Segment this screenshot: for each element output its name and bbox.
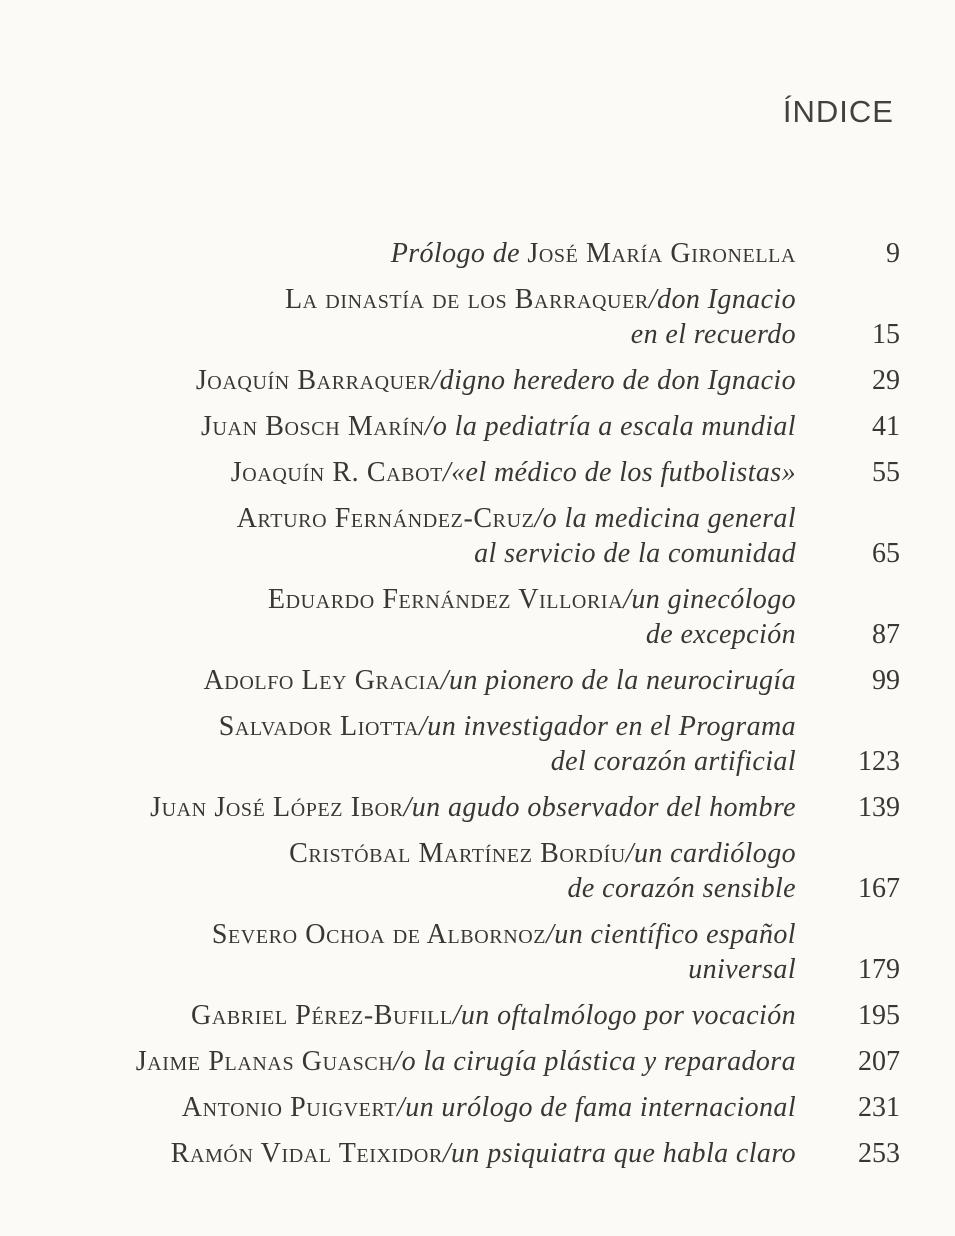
toc-page-number: 99 — [872, 665, 900, 696]
toc-chapter-subtitle: al servicio de la comunidad — [474, 538, 796, 569]
toc-chapter-subtitle: /«el médico de los futbolistas» — [442, 457, 796, 488]
toc-page-number: 9 — [886, 238, 900, 269]
toc-author-name: Joaquín R. Cabot — [230, 457, 443, 488]
toc-chapter-subtitle: /un oftalmólogo por vocación — [452, 1000, 796, 1031]
toc-entry — [30, 1136, 900, 1171]
toc-entry-line — [36, 501, 796, 536]
toc-entry — [30, 455, 900, 490]
toc-author-name: Jaime Planas Guasch — [135, 1046, 394, 1077]
toc-chapter-subtitle: /un investigador en el Programa — [419, 711, 796, 742]
toc-author-name: Cristóbal Martínez Bordíu — [289, 838, 626, 869]
toc-author-name: Salvador Liotta — [218, 711, 420, 742]
toc-author-name: Juan José López Ibor — [150, 792, 404, 823]
toc-entry-line — [36, 455, 796, 490]
toc-page-number: 55 — [872, 457, 900, 488]
toc-entry-line — [36, 1136, 796, 1171]
toc-entry-text — [36, 1044, 796, 1079]
toc-entry-text — [36, 836, 796, 906]
toc-entry — [30, 836, 900, 906]
toc-entry-text — [36, 582, 796, 652]
toc-chapter-subtitle: /un ginecólogo — [623, 584, 796, 615]
toc-chapter-subtitle: /un científico español — [546, 919, 796, 950]
toc-author-name: Adolfo Ley Gracia — [203, 665, 441, 696]
toc-entry — [30, 917, 900, 987]
toc-entry-line — [36, 744, 796, 779]
toc-entry — [30, 282, 900, 352]
toc-entry-line — [36, 836, 796, 871]
toc-author-name: Juan Bosch Marín — [201, 411, 425, 442]
toc-entry — [30, 1090, 900, 1125]
toc-author-name: Ramón Vidal Teixidor — [170, 1138, 443, 1169]
table-of-contents — [30, 236, 900, 1182]
toc-chapter-subtitle: /un pionero de la neurocirugía — [440, 665, 796, 696]
toc-entry-text — [36, 709, 796, 779]
toc-entry-text — [36, 663, 796, 698]
toc-entry — [30, 582, 900, 652]
toc-page-number: 87 — [872, 619, 900, 650]
toc-entry-text — [36, 917, 796, 987]
toc-entry-text — [36, 409, 796, 444]
toc-entry-text — [36, 282, 796, 352]
toc-entry-line — [36, 617, 796, 652]
toc-page-number: 207 — [858, 1046, 900, 1077]
toc-entry-text — [36, 455, 796, 490]
toc-chapter-subtitle: de excepción — [645, 619, 796, 650]
toc-page-number: 123 — [858, 746, 900, 777]
toc-chapter-subtitle: /un agudo observador del hombre — [403, 792, 796, 823]
toc-entry — [30, 363, 900, 398]
toc-entry-line — [36, 236, 796, 271]
toc-page-number: 179 — [858, 954, 900, 985]
toc-entry — [30, 236, 900, 271]
toc-author-name: Arturo Fernández-Cruz — [236, 503, 535, 534]
toc-page-number: 253 — [858, 1138, 900, 1169]
toc-chapter-subtitle: /un psiquiatra que habla claro — [442, 1138, 796, 1169]
toc-page-number: 231 — [858, 1092, 900, 1123]
toc-entry-text — [36, 501, 796, 571]
toc-entry-line — [36, 363, 796, 398]
toc-chapter-subtitle: en el recuerdo — [630, 319, 796, 350]
toc-page-number: 41 — [872, 411, 900, 442]
toc-entry-line — [36, 952, 796, 987]
page-title: ÍNDICE — [782, 94, 894, 129]
toc-entry — [30, 409, 900, 444]
toc-entry-line — [36, 663, 796, 698]
toc-entry-line — [36, 536, 796, 571]
toc-entry-line — [36, 1090, 796, 1125]
toc-entry-text — [36, 790, 796, 825]
toc-entry — [30, 1044, 900, 1079]
toc-author-name: Antonio Puigvert — [181, 1092, 398, 1123]
toc-chapter-subtitle: /don Ignacio — [648, 284, 796, 315]
toc-chapter-subtitle: Prólogo de — [390, 238, 528, 269]
toc-page-number: 65 — [872, 538, 900, 569]
toc-page-number: 167 — [858, 873, 900, 904]
toc-entry-text — [36, 1090, 796, 1125]
toc-author-name: Joaquín Barraquer — [195, 365, 432, 396]
toc-chapter-subtitle: /un cardiólogo — [625, 838, 796, 869]
toc-entry-text — [36, 363, 796, 398]
toc-entry-text — [36, 1136, 796, 1171]
toc-entry — [30, 790, 900, 825]
toc-entry-text — [36, 998, 796, 1033]
toc-page-number: 15 — [872, 319, 900, 350]
toc-page-number: 195 — [858, 1000, 900, 1031]
toc-entry-line — [36, 409, 796, 444]
toc-entry — [30, 998, 900, 1033]
toc-chapter-subtitle: de corazón sensible — [567, 873, 796, 904]
toc-page-number: 29 — [872, 365, 900, 396]
toc-entry — [30, 501, 900, 571]
toc-chapter-subtitle: /o la medicina general — [534, 503, 796, 534]
toc-chapter-subtitle: /digno heredero de don Ignacio — [431, 365, 796, 396]
toc-author-name: Severo Ochoa de Albornoz — [211, 919, 547, 950]
toc-entry — [30, 709, 900, 779]
toc-entry-line — [36, 871, 796, 906]
toc-author-name: Eduardo Fernández Villoria — [267, 584, 624, 615]
toc-chapter-subtitle: del corazón artificial — [550, 746, 796, 777]
toc-page-number: 139 — [858, 792, 900, 823]
toc-entry-line — [36, 917, 796, 952]
toc-chapter-subtitle: /o la pediatría a escala mundial — [424, 411, 796, 442]
toc-entry-line — [36, 582, 796, 617]
toc-entry-line — [36, 317, 796, 352]
toc-chapter-subtitle: /o la cirugía plástica y reparadora — [393, 1046, 796, 1077]
toc-entry-line — [36, 282, 796, 317]
toc-entry — [30, 663, 900, 698]
toc-entry-line — [36, 790, 796, 825]
toc-chapter-subtitle: universal — [688, 954, 796, 985]
toc-entry-text — [36, 236, 796, 271]
toc-author-name: La dinastía de los Barraquer — [284, 284, 649, 315]
toc-author-name: Gabriel Pérez-Bufill — [191, 1000, 453, 1031]
toc-author-name: José María Gironella — [527, 238, 796, 269]
toc-entry-line — [36, 998, 796, 1033]
toc-entry-line — [36, 1044, 796, 1079]
toc-entry-line — [36, 709, 796, 744]
toc-chapter-subtitle: /un urólogo de fama internacional — [397, 1092, 796, 1123]
